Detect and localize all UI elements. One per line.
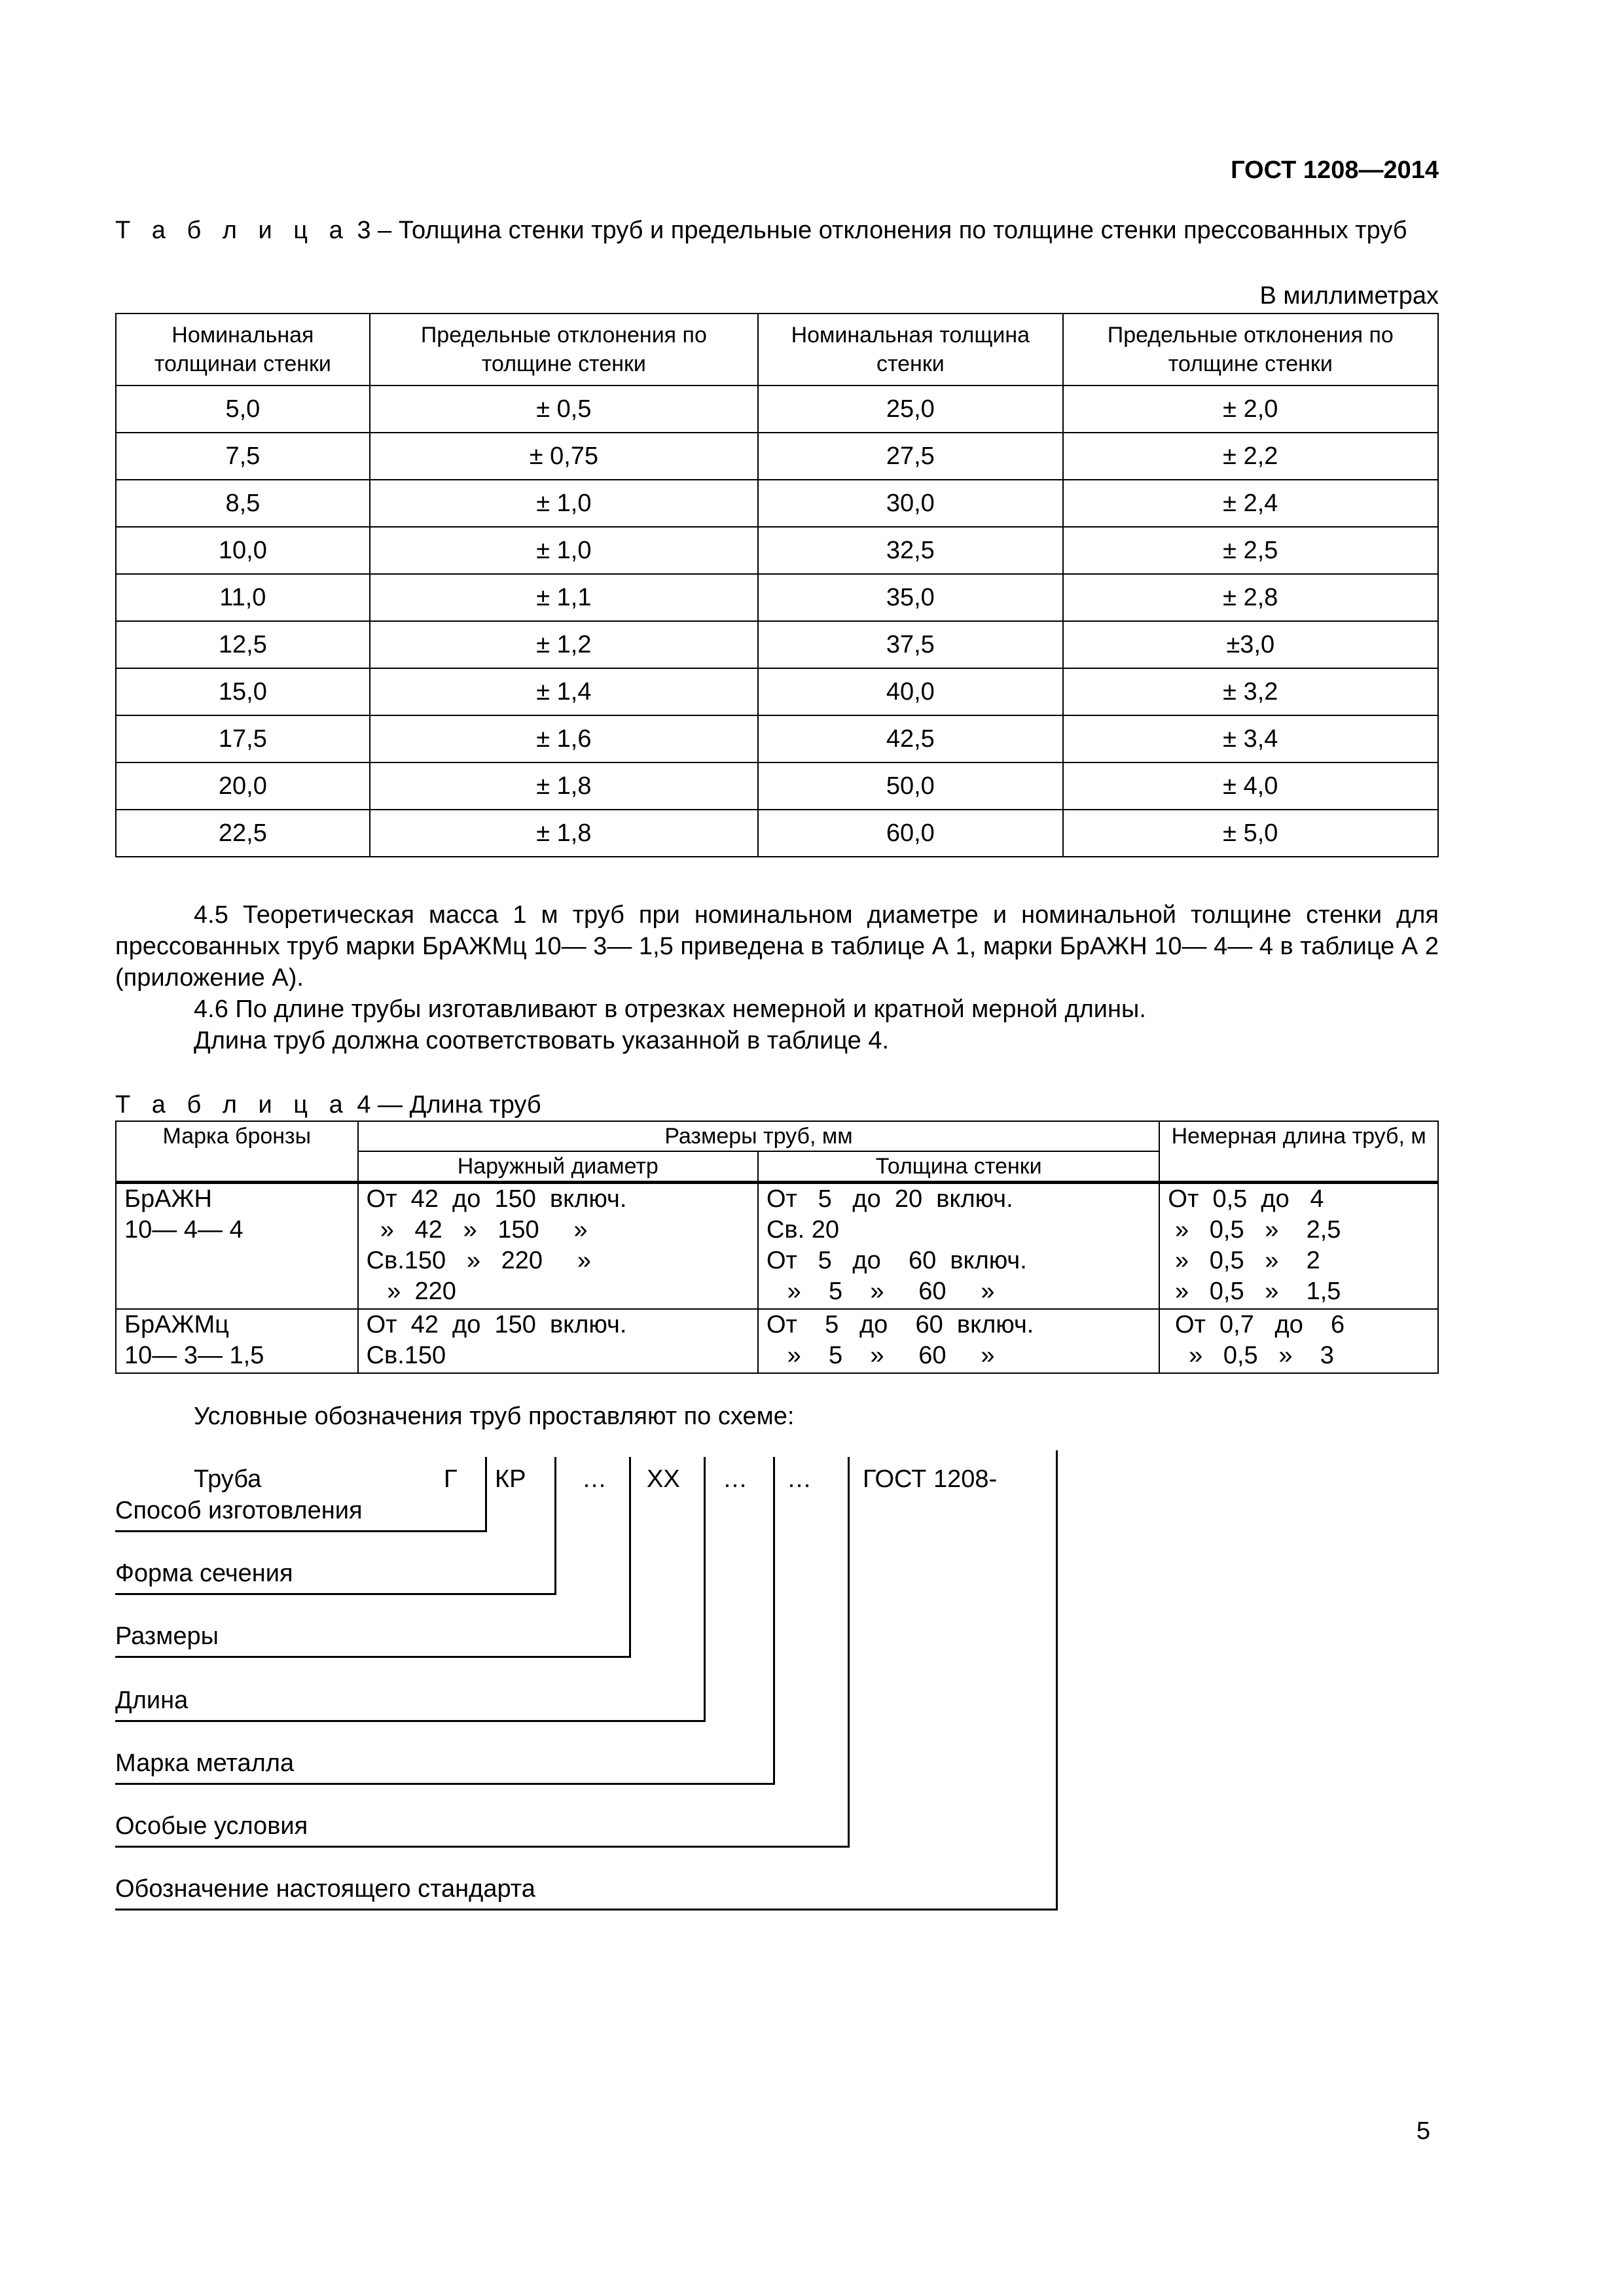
scheme-code-shape: КР: [495, 1465, 526, 1493]
table4-cell-diameter: [358, 1309, 758, 1373]
table-row: [116, 433, 1438, 480]
table3: [115, 313, 1439, 857]
scheme-underline-special: [115, 1846, 850, 1848]
table3-cell: ± 1,4: [370, 668, 758, 715]
scheme-label-special: Особые условия: [115, 1812, 308, 1840]
table3-cell: ± 2,0: [1063, 386, 1438, 433]
scheme-label-grade: Марка металла: [115, 1749, 295, 1777]
table3-cell: 30,0: [758, 480, 1063, 527]
table3-cell: 15,0: [116, 668, 370, 715]
table3-cell: 27,5: [758, 433, 1063, 480]
cell-line: » 42 » 150 »: [366, 1216, 588, 1244]
table3-cell: ± 0,5: [370, 386, 758, 433]
cell-line: От 42 до 150 включ.: [366, 1311, 627, 1338]
table3-caption-label: Т а б л и ц а: [115, 217, 350, 244]
table-row: [116, 1183, 1438, 1310]
table3-cell: 11,0: [116, 574, 370, 621]
table3-header-cell: Номинальная толщина стенки: [758, 314, 1063, 386]
scheme-underline-standard: [115, 1909, 1058, 1910]
cell-line: » 0,5 » 3: [1168, 1342, 1334, 1369]
scheme-underline-method: [115, 1530, 487, 1532]
table4-cell-grade: [116, 1183, 358, 1310]
table4-cell-grade: [116, 1309, 358, 1373]
cell-line: » 0,5 » 2: [1168, 1247, 1320, 1274]
table3-cell: 40,0: [758, 668, 1063, 715]
table4-cell-length: [1159, 1183, 1438, 1310]
table4-caption-text: 4 — Длина труб: [357, 1091, 541, 1119]
paragraph-4-5: 4.5 Теоретическая масса 1 м труб при номинальном диаметре и номинальной толщине стенки для прессованных труб марки БрАЖМц 10— 3— 1,5 приведена в таблице А 1, марки БрАЖН 10— 4— 4 в таблице А 2 (приложение А).: [115, 901, 1439, 992]
table3-header-cell: Предельные отклонения по толщине стенки: [1063, 314, 1438, 386]
scheme-connector-grade: [773, 1457, 775, 1785]
table3-cell: ± 1,6: [370, 715, 758, 762]
table3-cell: 37,5: [758, 621, 1063, 668]
table3-caption-text: 3 – Толщина стенки труб и предельные отклонения по толщине стенки прессованных труб: [357, 217, 1407, 244]
table4-header-length: Немерная длина труб, м: [1159, 1121, 1438, 1183]
cell-line: От 5 до 60 включ.: [766, 1311, 1034, 1338]
table3-cell: ± 1,2: [370, 621, 758, 668]
table-row: [116, 1309, 1438, 1373]
scheme-connector-special: [848, 1457, 850, 1848]
table3-cell: 50,0: [758, 762, 1063, 810]
scheme-intro: Условные обозначения труб проставляют по схеме:: [194, 1403, 795, 1430]
table3-cell: 10,0: [116, 527, 370, 574]
cell-line: » 220: [366, 1278, 456, 1305]
table3-header-cell: Предельные отклонения по толщине стенки: [370, 314, 758, 386]
paragraph-4-6b: Длина труб должна соответствовать указанной в таблице 4.: [194, 1027, 890, 1054]
table-row: [116, 527, 1438, 574]
table3-cell: ± 0,75: [370, 433, 758, 480]
table4-cell-length: [1159, 1309, 1438, 1373]
scheme-label-shape: Форма сечения: [115, 1560, 293, 1587]
cell-line: От 5 до 60 включ.: [766, 1247, 1027, 1274]
table3-header-row: [116, 314, 1438, 386]
table-row: [116, 480, 1438, 527]
table3-cell: ± 2,5: [1063, 527, 1438, 574]
table4-cell-thickness: [758, 1309, 1159, 1373]
cell-line: От 42 до 150 включ.: [366, 1185, 627, 1213]
table3-cell: ± 2,2: [1063, 433, 1438, 480]
table-row: [116, 810, 1438, 857]
scheme-label-sizes: Размеры: [115, 1623, 219, 1650]
scheme-connector-method: [485, 1457, 487, 1532]
table4-header-grade: Марка бронзы: [116, 1121, 358, 1183]
table3-cell: 60,0: [758, 810, 1063, 857]
table3-header-cell: Номинальная толщинаи стенки: [116, 314, 370, 386]
table3-cell: 35,0: [758, 574, 1063, 621]
scheme-code-sizes: …: [582, 1465, 607, 1493]
table3-cell: ± 3,2: [1063, 668, 1438, 715]
cell-line: От 5 до 20 включ.: [766, 1185, 1013, 1213]
table3-cell: ± 5,0: [1063, 810, 1438, 857]
scheme-connector-standard: [1056, 1450, 1058, 1910]
table3-cell: 25,0: [758, 386, 1063, 433]
table3-cell: 22,5: [116, 810, 370, 857]
cell-line: » 0,5 » 1,5: [1168, 1278, 1341, 1305]
table4-cell-thickness: [758, 1183, 1159, 1310]
scheme-underline-grade: [115, 1783, 775, 1785]
table4-header-diameter: Наружный диаметр: [358, 1151, 758, 1183]
table4: [115, 1121, 1439, 1374]
cell-line: Св.150 » 220 »: [366, 1247, 591, 1274]
table-row: [116, 621, 1438, 668]
table3-cell: 8,5: [116, 480, 370, 527]
table3-cell: ± 1,8: [370, 810, 758, 857]
table3-cell: ± 1,8: [370, 762, 758, 810]
cell-line: 10— 4— 4: [124, 1216, 244, 1244]
scheme-title: Труба: [194, 1465, 262, 1493]
scheme-connector-length: [704, 1457, 706, 1722]
cell-line: » 5 » 60 »: [766, 1342, 995, 1369]
page-number: 5: [1416, 2117, 1430, 2145]
table4-caption: [115, 1089, 541, 1121]
table-row: [116, 715, 1438, 762]
table4-caption-label: Т а б л и ц а: [115, 1091, 350, 1119]
doc-code: ГОСТ 1208—2014: [1231, 156, 1439, 184]
table3-cell: 7,5: [116, 433, 370, 480]
scheme-code-length: ХХ: [647, 1465, 680, 1493]
table3-cell: ± 3,4: [1063, 715, 1438, 762]
table4-cell-diameter: [358, 1183, 758, 1310]
scheme-connector-shape: [554, 1457, 556, 1595]
table-row: [116, 668, 1438, 715]
scheme-label-standard: Обозначение настоящего стандарта: [115, 1875, 535, 1903]
table3-cell: ± 2,4: [1063, 480, 1438, 527]
table-row: [116, 574, 1438, 621]
table3-cell: ± 1,0: [370, 480, 758, 527]
scheme-underline-length: [115, 1720, 706, 1722]
scheme-label-method: Способ изготовления: [115, 1497, 363, 1524]
table3-cell: ±3,0: [1063, 621, 1438, 668]
cell-line: От 0,7 до 6: [1168, 1311, 1345, 1338]
table4-header-row: [116, 1121, 1438, 1151]
table3-cell: 17,5: [116, 715, 370, 762]
table3-cell: 42,5: [758, 715, 1063, 762]
scheme-code-standard: ГОСТ 1208-: [863, 1465, 998, 1493]
cell-line: Св.150: [366, 1342, 446, 1369]
table3-cell: ± 4,0: [1063, 762, 1438, 810]
table3-cell: 32,5: [758, 527, 1063, 574]
paragraph-4-6: 4.6 По длине трубы изготавливают в отрезках немерной и кратной мерной длины.: [194, 996, 1146, 1023]
scheme-underline-shape: [115, 1593, 556, 1595]
table3-cell: ± 1,1: [370, 574, 758, 621]
cell-line: » 5 » 60 »: [766, 1278, 995, 1305]
scheme-connector-sizes: [629, 1457, 631, 1658]
scheme-code-grade: …: [723, 1465, 748, 1493]
scheme-code-method: Г: [444, 1465, 458, 1493]
table3-cell: ± 2,8: [1063, 574, 1438, 621]
cell-line: БрАЖМц: [124, 1311, 229, 1338]
table4-header-sizes: Размеры труб, мм: [358, 1121, 1160, 1151]
table3-cell: 20,0: [116, 762, 370, 810]
table3-cell: ± 1,0: [370, 527, 758, 574]
cell-line: Св. 20: [766, 1216, 839, 1244]
table3-cell: 5,0: [116, 386, 370, 433]
cell-line: » 0,5 » 2,5: [1168, 1216, 1341, 1244]
cell-line: БрАЖН: [124, 1185, 212, 1213]
table3-cell: 12,5: [116, 621, 370, 668]
scheme-label-length: Длина: [115, 1687, 189, 1714]
cell-line: 10— 3— 1,5: [124, 1342, 264, 1369]
table4-header-thickness: Толщина стенки: [758, 1151, 1159, 1183]
table-row: [116, 386, 1438, 433]
table3-caption: [115, 215, 1439, 246]
scheme-code-special: …: [787, 1465, 812, 1493]
table-row: [116, 762, 1438, 810]
scheme-underline-sizes: [115, 1656, 631, 1658]
cell-line: От 0,5 до 4: [1168, 1185, 1324, 1213]
table3-units: В миллиметрах: [1259, 282, 1439, 310]
